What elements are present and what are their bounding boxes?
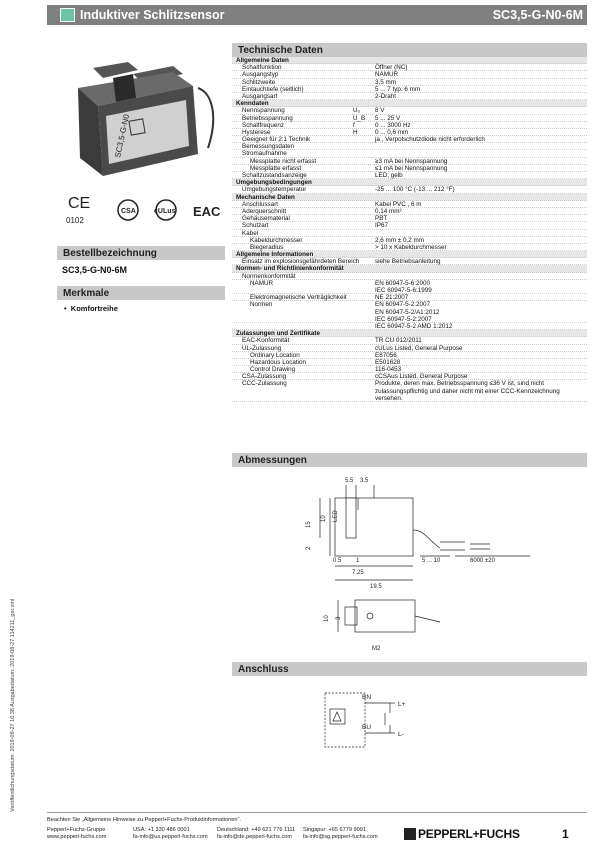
- footer-de-phone: Deutschland: +49 621 776 1111: [217, 827, 296, 833]
- tech-key: Ordinary Location: [250, 351, 300, 359]
- tech-value: ≤1 mA bei Nennspannung: [375, 164, 448, 172]
- tech-row: [232, 258, 587, 265]
- tech-key: Ausgangsart: [242, 92, 278, 100]
- tech-row: [232, 79, 587, 86]
- tech-row: [232, 222, 587, 229]
- tech-value: EN 60947-5-6:2000 IEC 60947-5-6:1999: [375, 279, 432, 295]
- order-code: SC3,5-G-N0-6M: [62, 265, 128, 275]
- tech-data-table: [232, 57, 587, 402]
- tech-value: ≥3 mA bei Nennspannung: [375, 157, 448, 165]
- product-image: [58, 58, 226, 183]
- footer-sg-phone: Singapur: +65 6779 9091: [303, 827, 366, 833]
- tech-key: NAMUR: [250, 279, 274, 287]
- tech-row: [232, 359, 587, 366]
- dim-35: 3.5: [360, 478, 369, 484]
- tech-key: Kabeldurchmesser: [250, 236, 303, 244]
- tech-group-heading: Kenndaten: [232, 100, 587, 107]
- tech-value: PBT: [375, 215, 388, 223]
- tech-key: Nennspannung: [242, 107, 285, 115]
- tech-key: Aderquerschnitt: [242, 207, 287, 215]
- wire-bn-label: BN: [362, 694, 372, 701]
- dim-m2: M2: [372, 646, 381, 652]
- tech-key: Kabel: [242, 229, 259, 237]
- tech-value: EN 60947-5-2:2007 EN 60947-5-2/A1:2012 IEC 60947-5-2:2007: [375, 301, 440, 323]
- tech-key: Messplatte nicht erfasst: [250, 157, 317, 165]
- tech-key: Anschlussart: [242, 200, 279, 208]
- tech-row: [232, 244, 587, 251]
- tech-value: IEC 60947-5-2 AMD 1:2012: [375, 322, 453, 330]
- tech-value: 8 V: [375, 107, 385, 115]
- publication-sidebar: Veröffentlichungsdatum: 2019-08-27 16:38 Ausgabedatum: 2019-08-27 114211_ger.xml: [10, 598, 16, 812]
- dim-1: 1: [356, 558, 360, 564]
- tech-value: LED, gelb: [375, 172, 403, 179]
- footer-note: Beachten Sie „Allgemeine Hinweise zu Pepperl+Fuchs-Produktinformationen".: [47, 817, 241, 823]
- tech-key: Betriebsspannung: [242, 114, 293, 122]
- tech-row: [232, 143, 587, 150]
- dim-725: 7.25: [352, 570, 364, 576]
- dim-front-10: 10: [324, 615, 330, 622]
- tech-symbol: f: [353, 121, 355, 129]
- footer-sg-email[interactable]: fa-info@sg.pepperl-fuchs.com: [303, 834, 378, 840]
- tech-key: CCC-Zulassung: [242, 380, 287, 388]
- brand-logo-icon: [404, 828, 416, 840]
- connection-diagram: [320, 685, 440, 755]
- product-label-text: SC3,5-G-N0: [113, 113, 132, 159]
- tech-symbol: U₀: [353, 107, 361, 115]
- tech-row: [232, 294, 587, 301]
- feature-item: • Komfortreihe: [64, 304, 118, 313]
- tech-row: [232, 64, 587, 71]
- dimensions-heading: Abmessungen: [232, 453, 587, 467]
- tech-symbol: U_B: [353, 114, 366, 122]
- terminal-lminus: L-: [398, 731, 404, 738]
- tech-value: Kabel PVC , 6 m: [375, 200, 422, 208]
- tech-row: [232, 165, 587, 172]
- footer-group-web[interactable]: www.pepperl-fuchs.com: [47, 834, 107, 840]
- tech-key: Biegeradius: [250, 243, 284, 251]
- tech-value: > 10 x Kabeldurchmesser: [375, 243, 447, 251]
- tech-value: NE 21:2007: [375, 294, 409, 302]
- tech-key: Umgebungstemperatur: [242, 186, 307, 194]
- tech-row: [232, 201, 587, 208]
- tech-row: [232, 71, 587, 78]
- tech-row: [232, 215, 587, 222]
- tech-value: siehe Betriebsanleitung: [375, 258, 441, 266]
- feature-item-label: Komfortreihe: [70, 304, 118, 313]
- tech-key: Normenkonformität: [242, 272, 296, 280]
- csa-label: CSA: [121, 208, 136, 215]
- tech-row: [232, 158, 587, 165]
- tech-value: 0 ... 3000 Hz: [375, 121, 411, 129]
- dim-front-3: 3: [336, 616, 342, 620]
- tech-row: [232, 280, 587, 294]
- tech-key: Control Drawing: [250, 366, 296, 374]
- tech-value: 5 ... 25 V: [375, 114, 401, 122]
- cul-label: cULus: [154, 208, 176, 215]
- tech-key: Gehäusematerial: [242, 215, 290, 223]
- tech-key: UL-Zulassung: [242, 344, 282, 352]
- tech-key: Ausgangstyp: [242, 71, 279, 79]
- tech-row: [232, 373, 587, 380]
- tech-row: [232, 345, 587, 352]
- csa-icon: [118, 200, 138, 220]
- dim-15: 15: [306, 521, 312, 528]
- connection-heading: Anschluss: [232, 662, 587, 676]
- tech-heading: Technische Daten: [232, 43, 587, 57]
- features-heading: Merkmale: [57, 286, 225, 300]
- tech-key: Normen: [250, 301, 273, 309]
- tech-row: [232, 323, 587, 330]
- dim-2: 2: [306, 546, 312, 550]
- wire-bu-label: BU: [362, 724, 372, 731]
- tech-key: EAC-Konformität: [242, 337, 290, 345]
- ce-mark: CE: [68, 195, 91, 212]
- tech-key: Schlitzweite: [242, 78, 276, 86]
- dim-6000: 6000 ±20: [470, 558, 495, 564]
- tech-row: [232, 237, 587, 244]
- tech-value: 116-0453: [375, 366, 402, 374]
- tech-row: [232, 107, 587, 114]
- tech-key: Geeignet für 2:1 Technik: [242, 136, 311, 144]
- tech-value: 5 ... 7 typ. 6 mm: [375, 85, 421, 93]
- tech-key: CSA-Zulassung: [242, 373, 287, 381]
- terminal-lplus: L+: [398, 701, 406, 708]
- tech-group-heading: Allgemeine Informationen: [232, 251, 587, 258]
- tech-value: E87056: [375, 351, 397, 359]
- footer-usa-phone: USA: +1 330 486 0001: [133, 827, 190, 833]
- header-logo-square: [60, 8, 75, 22]
- tech-group-heading: Mechanische Daten: [232, 194, 587, 201]
- tech-key: Schaltzustandsanzeige: [242, 172, 307, 179]
- tech-row: [232, 337, 587, 344]
- brand-name: PEPPERL+FUCHS: [418, 827, 520, 841]
- tech-row: [232, 150, 587, 157]
- dimension-drawing: [290, 470, 580, 660]
- tech-value: 0,14 mm²: [375, 207, 402, 215]
- tech-value: ja , Verpolschutzdiode nicht erforderlich: [375, 136, 485, 144]
- led-label: LED: [333, 510, 339, 522]
- tech-row: [232, 230, 587, 237]
- tech-key: Bemessungsdaten: [242, 143, 295, 151]
- footer-de-email[interactable]: fa-info@de.pepperl-fuchs.com: [217, 834, 293, 840]
- tech-key: Messplatte erfasst: [250, 164, 302, 172]
- tech-value: E501628: [375, 358, 401, 366]
- tech-group-heading: Normen- und Richtlinienkonformität: [232, 265, 587, 272]
- tech-key: Hazardous Location: [250, 358, 307, 366]
- tech-value: 0 ... 0,6 mm: [375, 128, 409, 136]
- dim-55: 5.5: [345, 478, 354, 484]
- tech-key: Eintauchtiefe (seitlich): [242, 85, 304, 93]
- tech-row: [232, 115, 587, 122]
- tech-row: [232, 352, 587, 359]
- footer-group: Pepperl+Fuchs-Gruppe: [47, 827, 106, 833]
- tech-value: 3,5 mm: [375, 78, 396, 86]
- ce-number: 0102: [66, 216, 84, 225]
- tech-key: Hysterese: [242, 128, 271, 136]
- tech-value: Öffner (NC): [375, 64, 408, 72]
- tech-row: [232, 273, 587, 280]
- dim-5-10: 5 ... 10: [422, 558, 441, 564]
- tech-key: Schaltfrequenz: [242, 121, 285, 129]
- tech-row: [232, 186, 587, 193]
- tech-value: cCSAus Listed, General Purpose: [375, 373, 468, 381]
- ul-icon: [154, 200, 176, 220]
- tech-row: [232, 86, 587, 93]
- tech-row: [232, 172, 587, 179]
- tech-value: 2-Draht: [375, 92, 396, 100]
- tech-value: cULus Listed, General Purpose: [375, 344, 463, 352]
- tech-value: 2,6 mm ± 0,2 mm: [375, 236, 424, 244]
- footer-divider: [47, 812, 587, 813]
- tech-value: TR CU 012/2011: [375, 337, 422, 345]
- tech-group-heading: Zulassungen und Zertifikate: [232, 330, 587, 337]
- tech-row: [232, 380, 587, 402]
- tech-group-heading: Allgemeine Daten: [232, 57, 587, 64]
- dim-05: 0.5: [333, 558, 342, 564]
- tech-value: NAMUR: [375, 71, 399, 79]
- tech-row: [232, 208, 587, 215]
- tech-key: Stromaufnahme: [242, 150, 287, 158]
- tech-row: [232, 136, 587, 143]
- page-title: Induktiver Schlitzsensor: [80, 8, 225, 22]
- tech-value: Produkte, deren max. Betriebsspannung ≤36 V ist, sind nicht zulassungspflichtig und daher nicht mit einer CCC-Kennzeichnung versehen.: [375, 380, 560, 402]
- page-number: 1: [562, 827, 569, 841]
- tech-key: Schutzart: [242, 222, 269, 230]
- tech-row: [232, 122, 587, 129]
- tech-row: [232, 366, 587, 373]
- footer-usa-email[interactable]: fa-info@us.pepperl-fuchs.com: [133, 834, 208, 840]
- product-code: SC3,5-G-N0-6M: [492, 8, 583, 22]
- eac-mark: EAC: [193, 204, 221, 219]
- certification-marks: [58, 190, 226, 230]
- tech-group-heading: Umgebungsbedingungen: [232, 179, 587, 186]
- order-heading: Bestellbezeichnung: [57, 246, 225, 260]
- dim-10: 10: [321, 515, 327, 522]
- tech-value: IP67: [375, 222, 388, 230]
- tech-key: Elektromagnetische Verträglichkeit: [250, 294, 347, 302]
- dim-195: 19.5: [370, 584, 382, 590]
- tech-key: Einsatz im explosionsgefährdeten Bereich: [242, 258, 360, 266]
- tech-row: [232, 129, 587, 136]
- tech-row: [232, 301, 587, 323]
- page-header: [47, 5, 587, 25]
- tech-value: -25 ... 100 °C (-13 ... 212 °F): [375, 186, 455, 194]
- tech-key: Schaltfunktion: [242, 64, 282, 72]
- tech-row: [232, 93, 587, 100]
- tech-symbol: H: [353, 128, 358, 136]
